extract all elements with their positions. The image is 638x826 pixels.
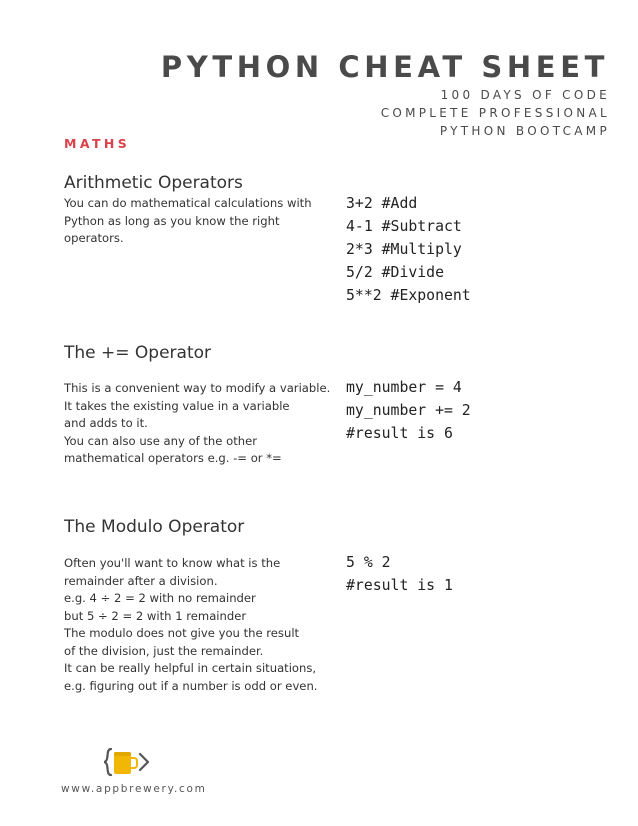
website-url: www.appbrewery.com (61, 783, 207, 795)
description-line: It can be really helpful in certain situations, (64, 661, 317, 675)
code-line: 5**2 #Exponent (346, 287, 471, 304)
subtitle-line: PYTHON BOOTCAMP (439, 124, 610, 138)
section-description (64, 380, 334, 468)
appbrewery-logo-icon (103, 746, 151, 778)
description-line: operators. (64, 231, 124, 245)
page-title: PYTHON CHEAT SHEET (160, 50, 609, 84)
section-modulo-operator (64, 517, 584, 693)
code-example (346, 192, 471, 307)
code-line: my_number += 2 (346, 402, 471, 419)
description-line: remainder after a division. (64, 573, 218, 588)
category-label: MATHS (64, 136, 131, 151)
section-heading: The Modulo Operator (64, 517, 245, 537)
description-line: You can also use any of the other (64, 433, 257, 448)
description-line: e.g. figuring out if a number is odd or even. (64, 678, 318, 693)
description-line: e.g. 4 ÷ 2 = 2 with no remainder (64, 591, 256, 605)
description-line: but 5 ÷ 2 = 2 with 1 remainder (64, 608, 247, 623)
code-line: #result is 6 (346, 425, 453, 442)
code-example (346, 376, 471, 445)
section-heading: Arithmetic Operators (64, 173, 243, 193)
subtitle-line: COMPLETE PROFESSIONAL (380, 106, 610, 120)
code-line: 2*3 #Multiply (346, 241, 462, 258)
description-line: Often you'll want to know what is the (64, 556, 281, 570)
code-line: 4-1 #Subtract (346, 218, 462, 235)
description-line: You can do mathematical calculations with (64, 196, 312, 210)
code-line: 5/2 #Divide (346, 264, 444, 281)
description-line: The modulo does not give you the result (64, 626, 300, 640)
description-line: It takes the existing value in a variable (64, 398, 290, 413)
code-line: 5 % 2 (346, 554, 391, 571)
section-description (64, 555, 334, 695)
description-line: Python as long as you know the right (64, 213, 280, 228)
code-line: #result is 1 (346, 577, 453, 594)
code-line: my_number = 4 (346, 379, 462, 396)
description-line: This is a convenient way to modify a variable. (64, 381, 331, 395)
description-line: of the division, just the remainder. (64, 643, 264, 658)
description-line: and adds to it. (64, 416, 148, 430)
section-heading: The += Operator (64, 343, 212, 363)
section-description (64, 195, 334, 248)
subtitle-line: 100 DAYS OF CODE (440, 88, 610, 102)
code-example (346, 551, 453, 597)
section-plus-equals-operator (64, 343, 584, 465)
description-line: mathematical operators e.g. -= or *= (64, 451, 282, 465)
section-arithmetic-operators (64, 173, 584, 304)
code-line: 3+2 #Add (346, 195, 418, 212)
